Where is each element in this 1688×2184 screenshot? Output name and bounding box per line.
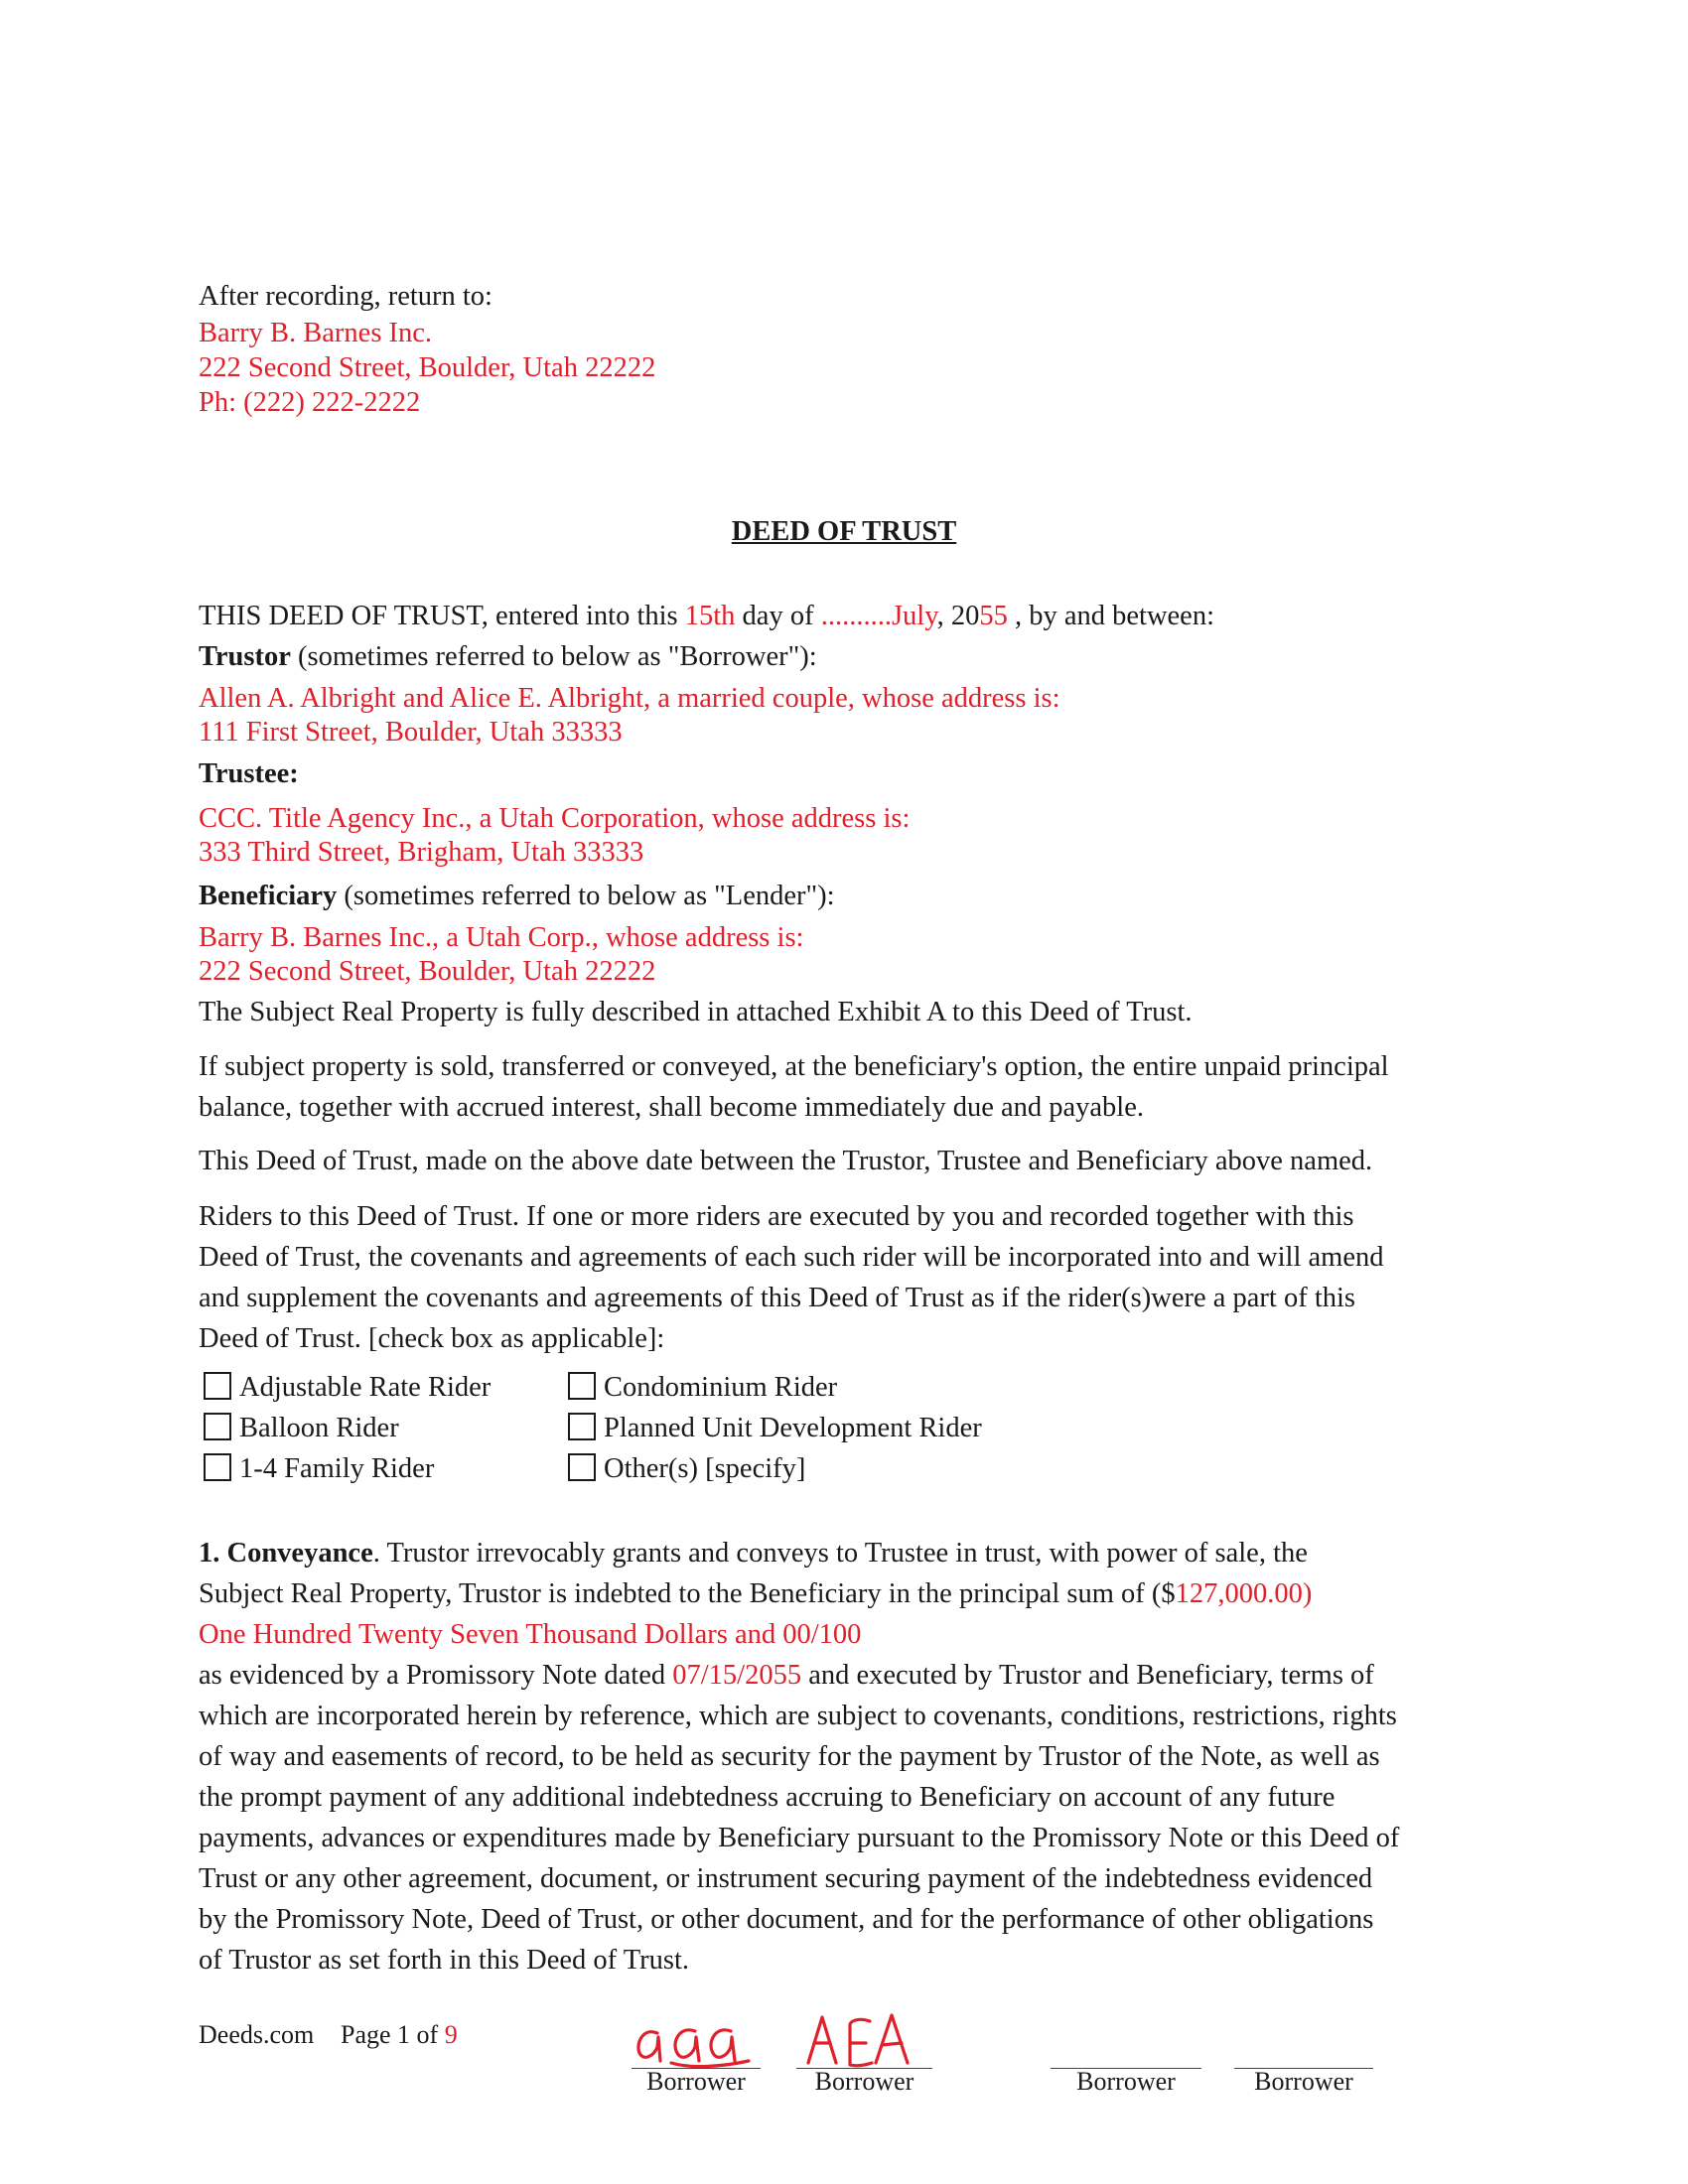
conveyance-section: 1. Conveyance. Trustor irrevocably grants and conveys to Trustee in trust, with power of sale, the Subject Real Property, Trustor is indebted to the Beneficiary in the principal sum of ($127,000.00) One Hundred Twenty Seven Thousand Dollars and 00/100 as evidenced by a Promissory Note dated 07/15/2055 and executed by Trustor and Beneficiary, terms of which are incorporated herein by reference, which are subject to covenants, conditions, restrictions, rights of way and easements of record, to be held as security for the payment by Trustor of the Note, as well as the prompt payment of any additional indebtedness accruing to Beneficiary on account of any future payments, advances or expenditures made by Beneficiary pursuant to the Promissory Note or this Deed of Trust or any other agreement, document, or instrument securing payment of the indebtedness evidenced by the Promissory Note, Deed of Trust, or other document, and for the performance of other obligations of Trustor as set forth in this Deed of Trust.: [199, 1533, 1499, 1980]
conveyance-line-4: as evidenced by a Promissory Note dated 07/15/2055 and executed by Trustor and Beneficiary, terms of: [199, 1660, 1374, 1691]
trustor-line-1: Allen A. Albright and Alice E. Albright, a married couple, whose address is:: [199, 683, 1060, 714]
checkbox-icon[interactable]: [568, 1453, 596, 1481]
property-paragraph: The Subject Real Property is fully described in attached Exhibit A to this Deed of Trust.: [199, 997, 1193, 1027]
beneficiary-line-1: Barry B. Barnes Inc., a Utah Corp., whose address is:: [199, 922, 804, 953]
return-to-name: Barry B. Barnes Inc.: [199, 318, 433, 348]
page-number: Page 1 of 9: [341, 2020, 458, 2049]
trustor-heading: Trustor (sometimes referred to below as "Borrower"):: [199, 641, 817, 672]
trustee-line-2: 333 Third Street, Brigham, Utah 33333: [199, 837, 644, 868]
beneficiary-line-2: 222 Second Street, Boulder, Utah 22222: [199, 956, 656, 987]
intro-day: 15th: [684, 601, 736, 631]
borrower-label-1: Borrower: [646, 2067, 746, 2096]
intro-line: THIS DEED OF TRUST, entered into this 15th day of ..........July, 2055 , by and between:: [199, 601, 1215, 631]
rider-adjustable-rate[interactable]: Adjustable Rate Rider: [204, 1372, 491, 1412]
return-to-heading: After recording, return to:: [199, 281, 492, 312]
sold-paragraph: If subject property is sold, transferred or conveyed, at the beneficiary's option, the entire unpaid principal balance, together with accrued interest, shall become immediately due and payable.: [199, 1051, 1389, 1123]
parties-block: [199, 596, 1499, 992]
checkbox-icon[interactable]: [204, 1372, 231, 1400]
borrower-1-initials-signature: [632, 2007, 761, 2071]
rider-others[interactable]: Other(s) [specify]: [568, 1453, 805, 1493]
principal-amount: 127,000.00): [1175, 1578, 1313, 1609]
note-date: 07/15/2055: [672, 1660, 802, 1691]
return-to-address: 222 Second Street, Boulder, Utah 22222: [199, 352, 656, 383]
riders-paragraph: Riders to this Deed of Trust. If one or more riders are executed by you and recorded together with this Deed of Trust, the covenants and agreements of each such rider will be incorporated into and will amend and supplement the covenants and agreements of this Deed of Trust as if the rider(s)were a part of this Deed of Trust. [check box as applicable]:: [199, 1201, 1384, 1354]
beneficiary-heading: Beneficiary (sometimes referred to below as "Lender"):: [199, 881, 835, 911]
checkbox-icon[interactable]: [568, 1372, 596, 1400]
trustee-line-1: CCC. Title Agency Inc., a Utah Corporation, whose address is:: [199, 803, 911, 834]
checkbox-icon[interactable]: [204, 1413, 231, 1440]
made-paragraph: This Deed of Trust, made on the above date between the Trustor, Trustee and Beneficiary above named.: [199, 1146, 1373, 1176]
conveyance-line-2: Subject Real Property, Trustor is indebted to the Beneficiary in the principal sum of ($127,000.00): [199, 1578, 1313, 1609]
checkbox-icon[interactable]: [568, 1413, 596, 1440]
borrower-label-2: Borrower: [814, 2067, 914, 2096]
return-to-phone: Ph: (222) 222-2222: [199, 387, 421, 418]
intro-month: ..........July: [820, 601, 937, 631]
rider-condominium[interactable]: Condominium Rider: [568, 1372, 837, 1412]
rider-planned-unit[interactable]: Planned Unit Development Rider: [568, 1413, 982, 1452]
borrower-2-initials-signature: [804, 2007, 933, 2071]
conveyance-heading: Conveyance: [226, 1538, 373, 1569]
rider-1-4-family[interactable]: 1-4 Family Rider: [204, 1453, 434, 1493]
borrower-label-3: Borrower: [1076, 2067, 1176, 2096]
borrower-label-4: Borrower: [1254, 2067, 1353, 2096]
intro-year: 55: [979, 601, 1008, 631]
conveyance-line-1: 1. Conveyance. Trustor irrevocably grants and conveys to Trustee in trust, with power of sale, the: [199, 1538, 1308, 1569]
trustor-line-2: 111 First Street, Boulder, Utah 33333: [199, 717, 623, 748]
checkbox-icon[interactable]: [204, 1453, 231, 1481]
trustee-heading: Trustee:: [199, 758, 299, 789]
footer-site: Deeds.com: [199, 2020, 315, 2049]
principal-amount-words: One Hundred Twenty Seven Thousand Dollars and 00/100: [199, 1619, 862, 1650]
rider-balloon[interactable]: Balloon Rider: [204, 1413, 399, 1452]
document-title: DEED OF TRUST: [731, 516, 957, 547]
return-to-block: [199, 276, 1499, 423]
